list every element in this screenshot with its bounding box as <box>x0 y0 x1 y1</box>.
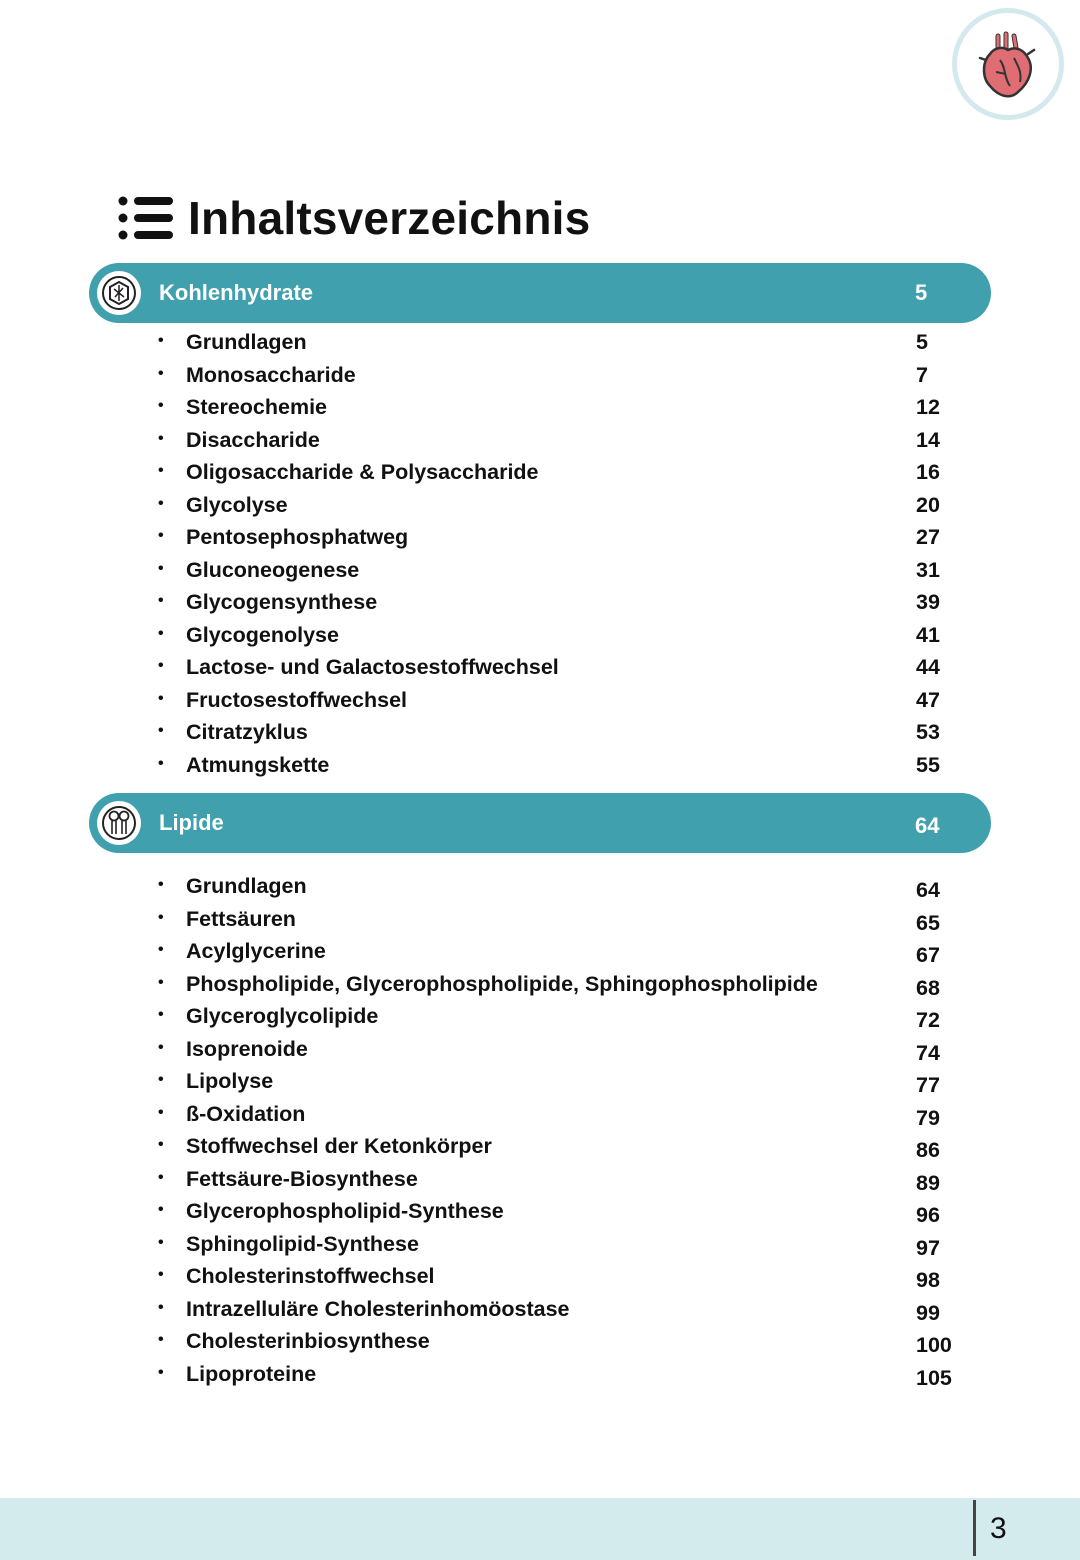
toc-item-page: 77 <box>916 1073 940 1097</box>
toc-item[interactable]: • Cholesterinstoffwechsel 98 <box>158 1264 940 1292</box>
toc-item[interactable]: • Fettsäuren 65 <box>158 906 940 935</box>
toc-item[interactable]: • Sphingolipid-Synthese 97 <box>158 1231 940 1260</box>
toc-header <box>118 188 590 248</box>
toc-item[interactable]: • Phospholipide, Glycerophospholipide, Sphingophospholipide 68 <box>158 971 940 1000</box>
toc-item-label: Fettsäuren <box>186 906 296 931</box>
toc-item-page: 14 <box>916 427 940 452</box>
toc-item-page: 5 <box>916 330 928 354</box>
page-number: 3 <box>990 1512 1007 1545</box>
toc-item[interactable]: • Fettsäure-Biosynthese 89 <box>158 1166 940 1195</box>
toc-item-page: 68 <box>916 975 940 1000</box>
section-title: Lipide <box>159 810 224 835</box>
toc-item-label: Gluconeogenese <box>186 557 360 582</box>
toc-item[interactable]: • Oligosaccharide & Polysaccharide 16 <box>158 460 940 484</box>
toc-item-label: Glycogenolyse <box>186 622 339 647</box>
toc-item[interactable]: • Stoffwechsel der Ketonkörper 86 <box>158 1134 940 1162</box>
toc-item-page: 31 <box>916 557 940 582</box>
toc-item-page: 100 <box>916 1333 952 1357</box>
toc-item[interactable]: • Grundlagen 5 <box>158 330 928 354</box>
toc-item-page: 74 <box>916 1040 940 1065</box>
sugar-molecule-icon <box>97 271 141 315</box>
heart-logo <box>952 8 1064 120</box>
page-title: Inhaltsverzeichnis <box>188 192 591 244</box>
toc-item-page: 16 <box>916 460 940 484</box>
toc-item-label: Stereochemie <box>186 395 328 419</box>
toc-item-page: 89 <box>916 1170 940 1195</box>
section-header-lipide[interactable] <box>89 793 991 853</box>
toc-item-page: 79 <box>916 1105 940 1130</box>
toc-item-label: Intrazelluläre Cholesterinhomöostase <box>186 1296 570 1321</box>
toc-item[interactable]: • Monosaccharide 7 <box>158 362 928 387</box>
toc-item[interactable]: • Disaccharide 14 <box>158 427 940 452</box>
toc-item-label: Pentosephosphatweg <box>186 525 409 549</box>
toc-item[interactable]: • Grundlagen 64 <box>158 874 940 902</box>
toc-item-label: Phospholipide, Glycerophospholipide, Sphingophospholipide <box>186 971 818 996</box>
toc-item[interactable]: • Lipolyse 77 <box>158 1069 940 1097</box>
toc-item[interactable]: • Cholesterinbiosynthese 100 <box>158 1329 952 1357</box>
toc-item-page: 64 <box>916 878 940 902</box>
toc-item-page: 55 <box>916 752 940 777</box>
toc-item[interactable]: • Glyceroglycolipide 72 <box>158 1004 940 1032</box>
section-page: 5 <box>915 280 928 305</box>
toc-item[interactable]: • Glycolyse 20 <box>158 492 940 517</box>
toc-item[interactable]: • Acylglycerine 67 <box>158 939 940 967</box>
toc-item[interactable]: • Pentosephosphatweg 27 <box>158 525 940 549</box>
toc-item-page: 27 <box>916 525 940 549</box>
toc-item-label: Fettsäure-Biosynthese <box>186 1166 418 1191</box>
toc-item[interactable]: • Fructosestoffwechsel 47 <box>158 687 940 712</box>
toc-item-label: Oligosaccharide & Polysaccharide <box>186 460 539 484</box>
toc-item-label: Citratzyklus <box>186 720 308 744</box>
toc-item-label: Acylglycerine <box>186 939 326 963</box>
toc-item-page: 65 <box>916 910 940 935</box>
toc-item-label: Glycolyse <box>186 492 288 517</box>
toc-item-page: 53 <box>916 720 940 744</box>
toc-item-label: Glyceroglycolipide <box>186 1004 379 1028</box>
toc-item[interactable]: • Glycerophospholipid-Synthese 96 <box>158 1199 940 1227</box>
toc-item[interactable]: • ß-Oxidation 79 <box>158 1101 940 1130</box>
toc-item-label: Atmungskette <box>186 752 330 777</box>
toc-item[interactable]: • Intrazelluläre Cholesterinhomöostase 99 <box>158 1296 940 1325</box>
section-page: 64 <box>915 813 940 838</box>
toc-item-page: 98 <box>916 1268 940 1292</box>
toc-item-page: 105 <box>916 1365 952 1390</box>
list-icon <box>118 196 174 240</box>
toc-item-page: 20 <box>916 492 940 517</box>
toc-item[interactable]: • Gluconeogenese 31 <box>158 557 940 582</box>
toc-item-label: Glycogensynthese <box>186 590 378 614</box>
toc-item-label: Lipoproteine <box>186 1361 317 1386</box>
toc-item-label: Stoffwechsel der Ketonkörper <box>186 1134 492 1158</box>
section-title: Kohlenhydrate <box>159 280 314 305</box>
toc-item-page: 12 <box>916 395 940 419</box>
toc-item-label: ß-Oxidation <box>186 1101 306 1126</box>
toc-item[interactable]: • Stereochemie 12 <box>158 395 940 419</box>
toc-item[interactable]: • Glycogenolyse 41 <box>158 622 940 647</box>
toc-item-page: 97 <box>916 1235 940 1260</box>
heart-icon <box>976 24 1040 104</box>
toc-item-label: Lipolyse <box>186 1069 274 1093</box>
footer-divider <box>973 1500 976 1556</box>
toc-item[interactable]: • Lactose- und Galactosestoffwechsel 44 <box>158 655 940 679</box>
toc-item-label: Sphingolipid-Synthese <box>186 1231 419 1256</box>
toc-item-label: Fructosestoffwechsel <box>186 687 408 712</box>
toc-item-label: Grundlagen <box>186 330 307 354</box>
toc-item-label: Glycerophospholipid-Synthese <box>186 1199 504 1223</box>
toc-item-label: Lactose- und Galactosestoffwechsel <box>186 655 559 679</box>
toc-item-label: Cholesterinbiosynthese <box>186 1329 430 1353</box>
toc-item[interactable]: • Lipoproteine 105 <box>158 1361 952 1390</box>
toc-item-label: Cholesterinstoffwechsel <box>186 1264 435 1288</box>
toc-item[interactable]: • Glycogensynthese 39 <box>158 590 940 614</box>
lipid-icon <box>97 801 141 845</box>
toc-item-label: Isoprenoide <box>186 1036 308 1061</box>
toc-item-page: 86 <box>916 1138 940 1162</box>
toc-item-page: 41 <box>916 622 940 647</box>
toc-item-page: 39 <box>916 590 940 614</box>
page-footer <box>0 1498 1080 1560</box>
toc-item-page: 96 <box>916 1203 940 1227</box>
toc-item-page: 44 <box>916 655 940 679</box>
toc-item-page: 7 <box>916 362 928 387</box>
toc-item-page: 99 <box>916 1300 940 1325</box>
toc-item[interactable]: • Atmungskette 55 <box>158 752 940 777</box>
toc-item-label: Disaccharide <box>186 427 320 452</box>
toc-item-label: Monosaccharide <box>186 362 356 387</box>
toc-item-page: 47 <box>916 687 940 712</box>
toc-item-page: 67 <box>916 943 940 967</box>
toc-item[interactable]: • Isoprenoide 74 <box>158 1036 940 1065</box>
toc-item-label: Grundlagen <box>186 874 307 898</box>
toc-item-page: 72 <box>916 1008 940 1032</box>
section-header-kohlenhydrate[interactable] <box>89 263 991 323</box>
toc-item[interactable]: • Citratzyklus 53 <box>158 720 940 744</box>
